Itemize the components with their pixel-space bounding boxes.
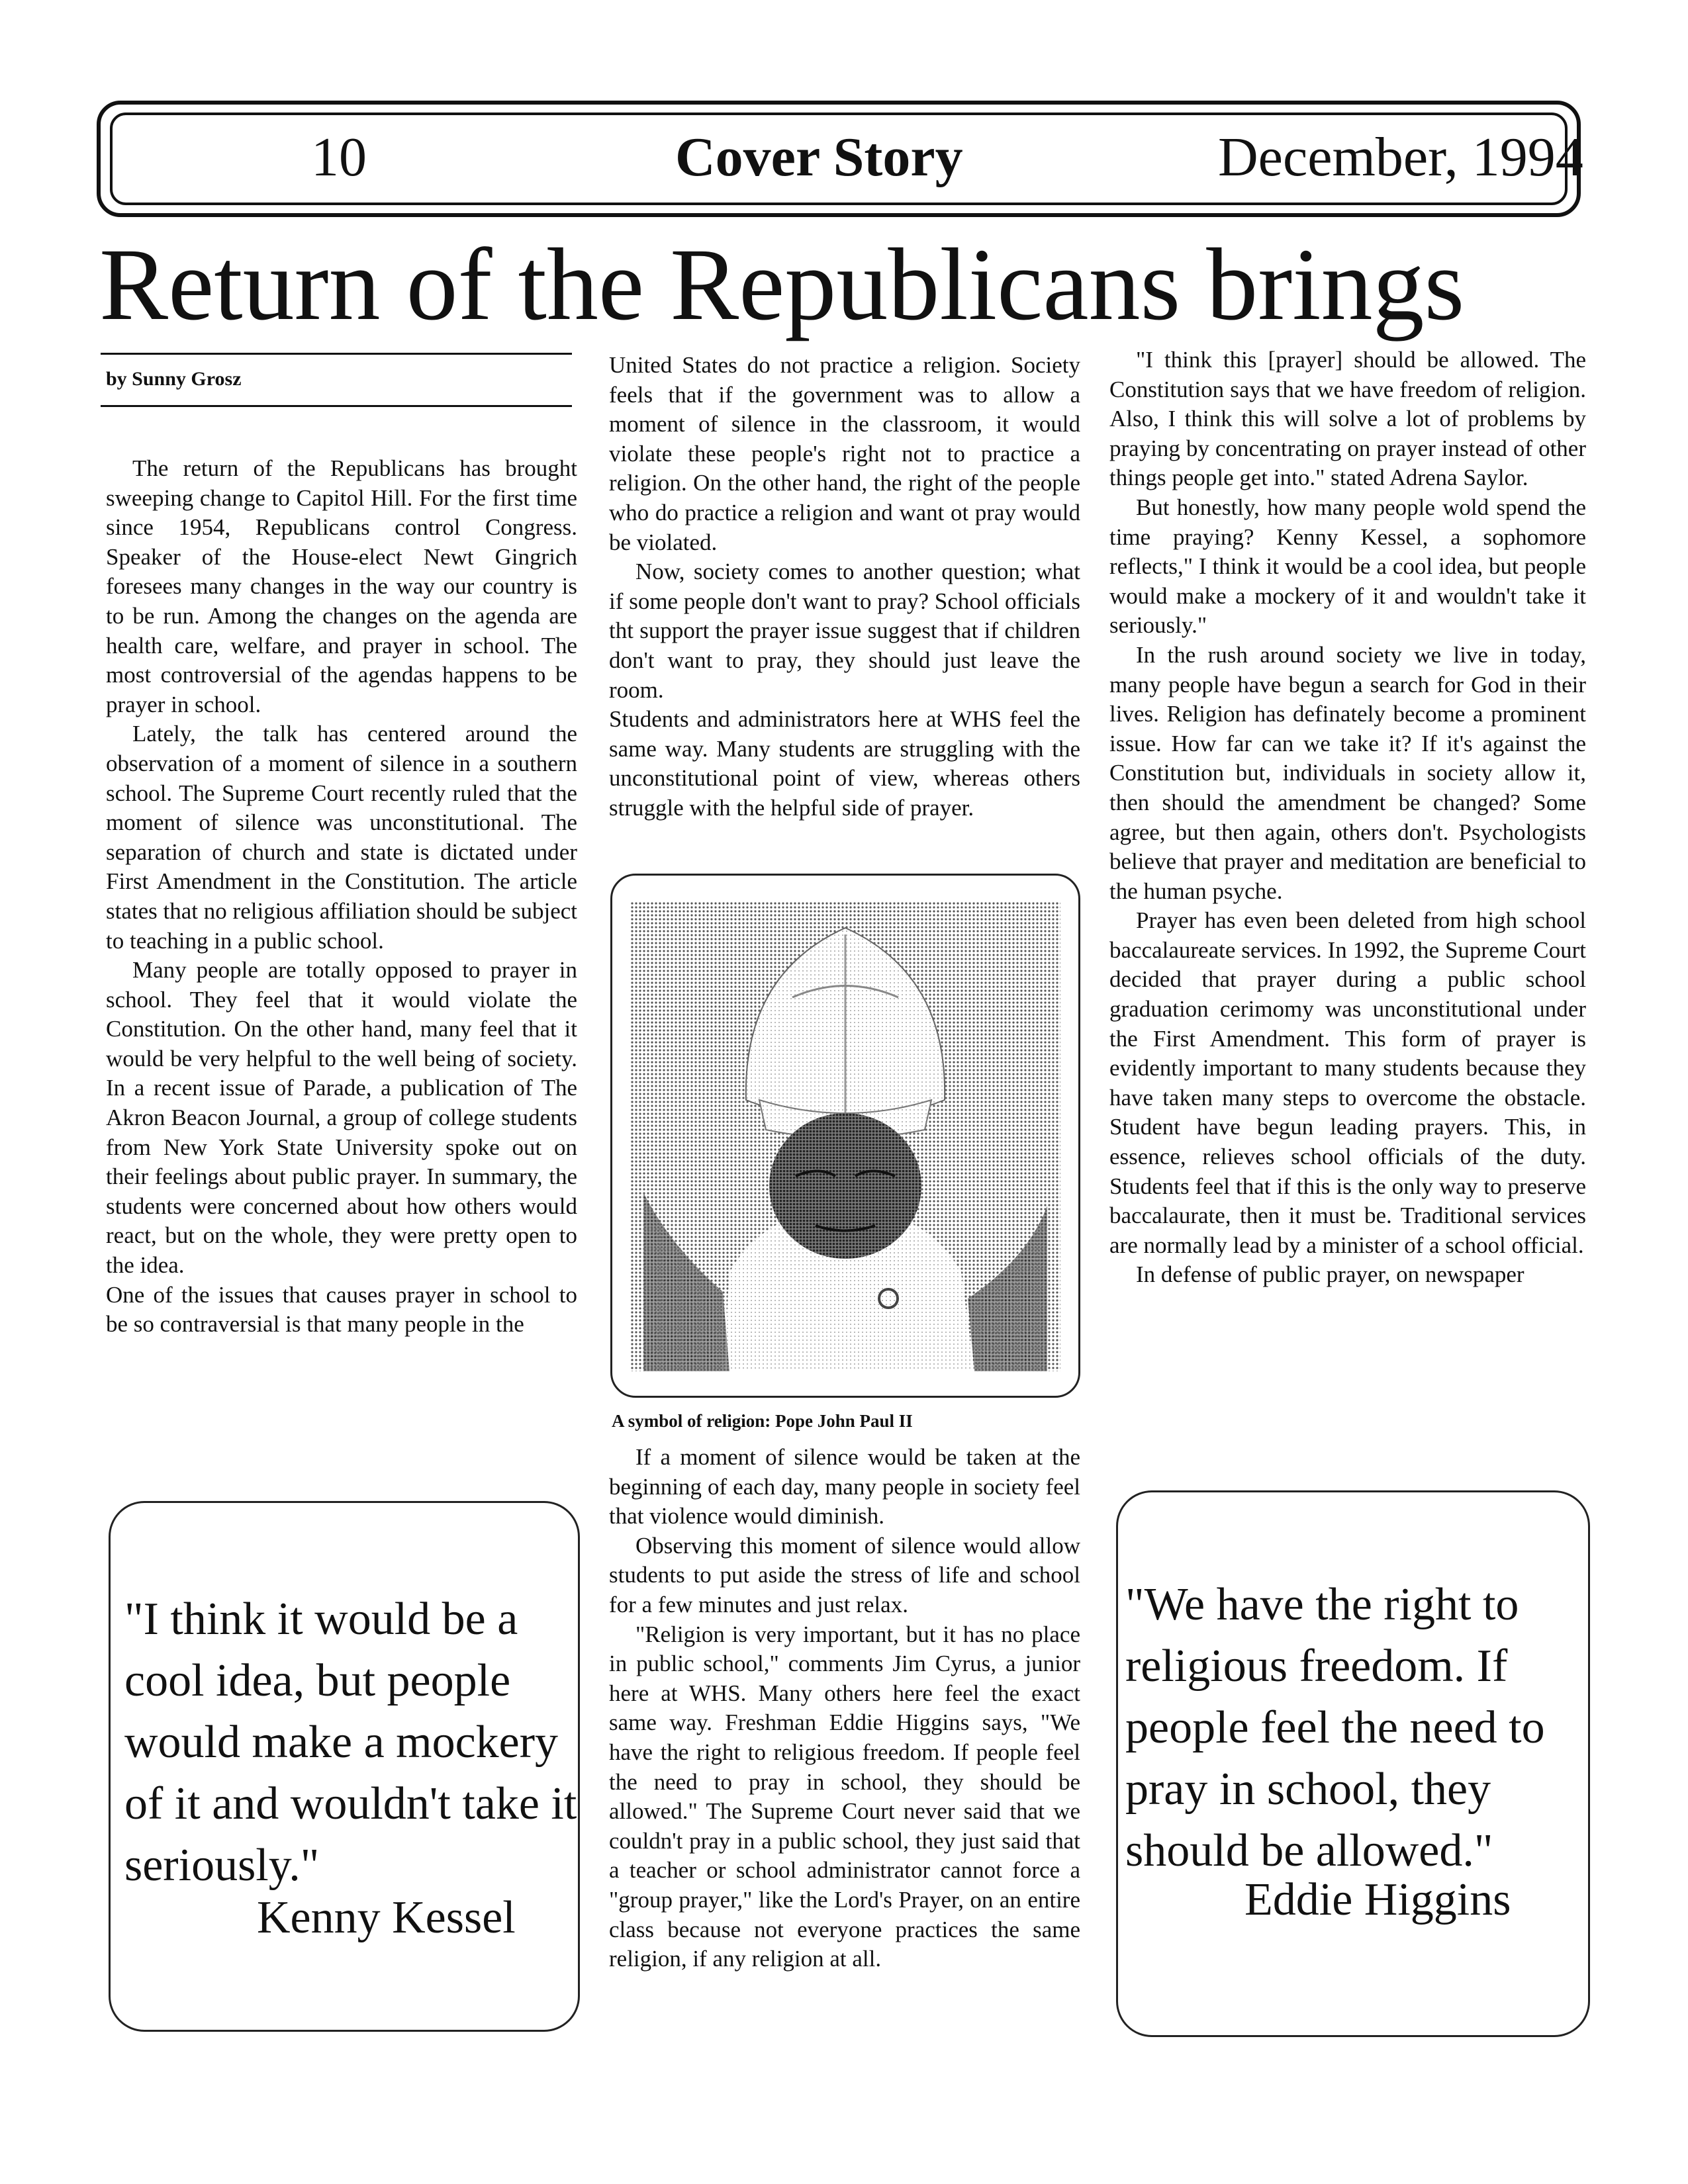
article-column-2-top: [609, 351, 1080, 823]
paragraph: "Religion is very important, but it has no place in public school," comments Jim Cyrus, a junior here at WHS. Many others here feel the exact same way. Freshman Eddie Higgins says, "We have the right to religious freedom. If people feel the need to pray in school, they should be allowed." The Supreme Court never said that we couldn't pray in a public school, they just said that a teacher or school administrator cannot force a "group prayer," like the Lord's Prayer, on an entire class because not everyone practices the same religion, if any religion at all.: [609, 1621, 1080, 1972]
issue-date: December, 1994: [1218, 126, 1583, 188]
byline: by Sunny Grosz: [106, 368, 242, 390]
paragraph: But honestly, how many people wold spend the time praying? Kenny Kessel, a sophomore reflects," I think it would be a cool idea, but people would make a mockery of it and wouldn't take it seriously.": [1109, 494, 1586, 639]
paragraph: "I think this [prayer] should be allowed. The Constitution says that we have freedom of religion. Also, I think this will solve a lot of problems by praying by concentrating on prayer instead of other things people get into." stated Adrena Saylor.: [1109, 347, 1586, 491]
paragraph: Many people are totally opposed to prayer in school. They feel that it would violate the Constitution. On the other hand, many feel that it would be very helpful to the well being of society. In a recent issue of Parade, a publication of The Akron Beacon Journal, a group of college students from New York State University spoke out on their feelings about public prayer. In summary, the students were concerned about how others would react, but on the whole, they were pretty open to the idea.: [106, 957, 577, 1279]
page-number: 10: [311, 126, 367, 188]
pull-quote-left-author: Kenny Kessel: [257, 1892, 516, 1943]
paragraph: Prayer has even been deleted from high school baccalaureate services. In 1992, the Supreme Court decided that prayer during a public school graduation cerimomy was unconstitutional under the First Amendment. This form of prayer is evidently important to many students because they have taken many steps to overcome the obstacle. Student have begun leading prayers. This, in essence, relieves school officials of the duty. Students feel that if this is the only way to preserve baccalaurate, then it must be. Traditional services are normally lead by a minister of a school official.: [1109, 907, 1586, 1258]
paragraph: If a moment of silence would be taken at the beginning of each day, many people in society feel that violence would diminish.: [609, 1444, 1080, 1529]
paragraph: Now, society comes to another question; what if some people don't want to pray? School officials tht support the prayer issue suggest that if children don't want to pray, they should just leave the room.: [609, 559, 1080, 703]
article-column-1: [106, 454, 577, 1340]
pull-quote-right-author: Eddie Higgins: [1244, 1874, 1511, 1925]
paragraph: In the rush around society we live in today, many people have begun a search for God in their lives. Religion has definately become a prominent issue. How far can we take it? If it's against the Constitution but, individuals in society allow it, then should the amendment be changed? Some agree, but then again, others don't. Psychologists believe that prayer and meditation are beneficial to the human psyche.: [1109, 641, 1586, 904]
paragraph: Observing this moment of silence would allow students to put aside the stress of life and school for a few minutes and just relax.: [609, 1532, 1080, 1617]
paragraph: In defense of public prayer, on newspaper: [1136, 1261, 1524, 1288]
article-column-3: [1109, 345, 1586, 1290]
section-title: Cover Story: [675, 126, 963, 188]
pull-quote-right-text: "We have the right to religious freedom. If people feel the need to pray in school, they should be allowed.": [1125, 1579, 1545, 1876]
pull-quote-left-text: "I think it would be a cool idea, but people would make a mockery of it and wouldn't take it seriously.": [124, 1594, 577, 1891]
paragraph: Students and administrators here at WHS feel the same way. Many students are struggling with the unconstitutional point of view, whereas others struggle with the helpful side of prayer.: [609, 706, 1080, 821]
byline-rule-top: [101, 353, 572, 355]
paragraph: Lately, the talk has centered around the observation of a moment of silence in a southern school. The Supreme Court recently ruled that the moment of silence was unconstitutional. The separation of church and state is dictated under First Amendment in the Constitution. The article states that no religious affiliation should be subject to teaching in a public school.: [106, 721, 577, 954]
byline-rule-bottom: [101, 405, 572, 407]
photo-caption: A symbol of religion: Pope John Paul II: [612, 1411, 913, 1431]
paragraph: The return of the Republicans has brought sweeping change to Capitol Hill. For the first time since 1954, Republicans control Congress. Speaker of the House-elect Newt Gingrich foresees many changes in the way our country is to be run. Among the changes on the agenda are health care, welfare, and prayer in school. The most controversial of the agendas happens to be prayer in school.: [106, 455, 577, 717]
paragraph: United States do not practice a religion. Society feels that if the government was to allow a moment of silence in the classroom, it would violate these people's right not to practice a religion. On the other hand, the right of the people who do practice a religion and want ot pray would be violated.: [609, 352, 1080, 555]
paragraph: One of the issues that causes prayer in school to be so contraversial is that many people in the: [106, 1281, 577, 1338]
pope-photo: [630, 901, 1060, 1371]
headline: Return of the Republicans brings: [99, 227, 1465, 341]
article-column-2-bottom: [609, 1443, 1080, 1974]
